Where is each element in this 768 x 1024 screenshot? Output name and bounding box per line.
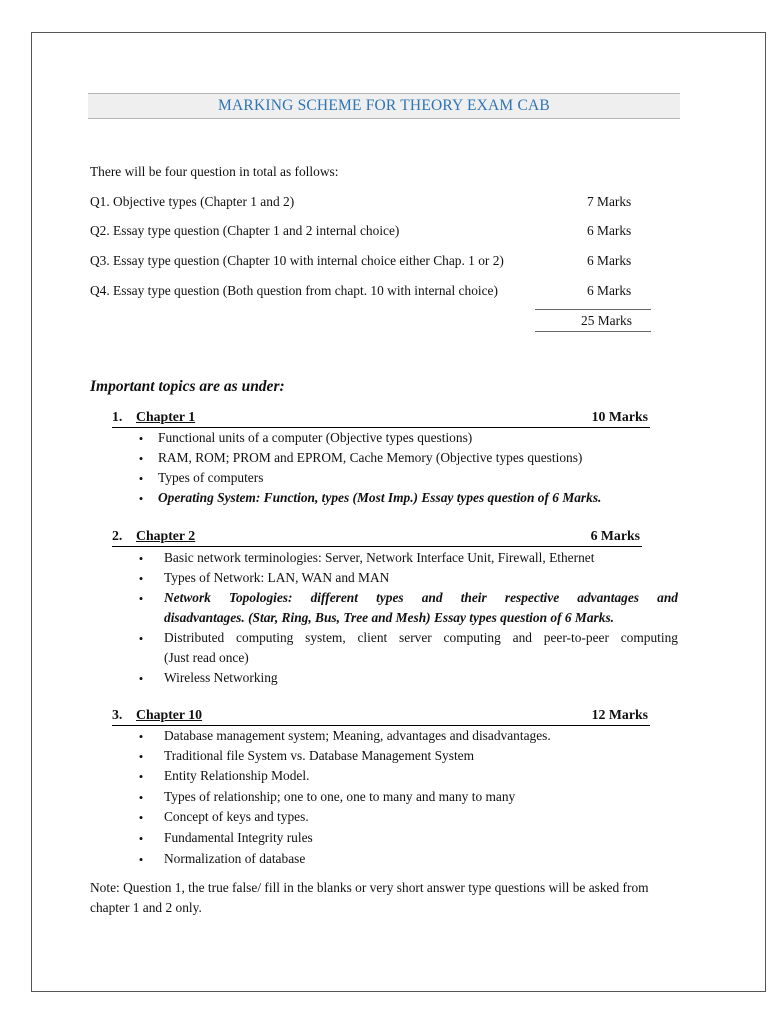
bullet-icon: • bbox=[138, 571, 144, 586]
bullet-icon: • bbox=[138, 631, 144, 646]
total-rule-top bbox=[535, 309, 651, 310]
chapter-10-item-1: Database management system; Meaning, advantages and disadvantages. bbox=[164, 728, 551, 743]
chapter-10-name: Chapter 10 bbox=[136, 707, 203, 722]
question-4: Q4. Essay type question (Both question from chapt. 10 with internal choice) bbox=[90, 283, 498, 298]
bullet-icon: • bbox=[138, 451, 144, 466]
question-3-marks: 6 Marks bbox=[587, 253, 632, 268]
chapter-2-item-4-line-2: (Just read once) bbox=[164, 650, 249, 665]
chapter-2-item-3-line-1: Network Topologies: different types and their respective advantages and bbox=[164, 590, 678, 605]
chapter-2-item-5: Wireless Networking bbox=[164, 670, 278, 685]
bullet-icon: • bbox=[138, 491, 144, 506]
bullet-icon: • bbox=[138, 551, 144, 566]
question-1: Q1. Objective types (Chapter 1 and 2) bbox=[90, 194, 295, 209]
chapter-10-marks: 12 Marks bbox=[591, 707, 648, 722]
chapter-10-item-3: Entity Relationship Model. bbox=[164, 768, 310, 783]
chapter-2-item-2: Types of Network: LAN, WAN and MAN bbox=[164, 570, 390, 585]
chapter-2-header bbox=[112, 528, 642, 547]
question-2: Q2. Essay type question (Chapter 1 and 2 internal choice) bbox=[90, 223, 400, 238]
chapter-2-item-1: Basic network terminologies: Server, Network Interface Unit, Firewall, Ethernet bbox=[164, 550, 595, 565]
chapter-10-number: 3. bbox=[112, 707, 123, 722]
bullet-icon: • bbox=[138, 790, 144, 805]
bullet-icon: • bbox=[138, 831, 144, 846]
chapter-1-item-4: Operating System: Function, types (Most Imp.) Essay types question of 6 Marks. bbox=[158, 490, 602, 505]
chapter-2-marks: 6 Marks bbox=[590, 528, 640, 543]
chapter-1-item-2: RAM, ROM; PROM and EPROM, Cache Memory (Objective types questions) bbox=[158, 450, 583, 465]
chapter-2-item-3-line-2: disadvantages. (Star, Ring, Bus, Tree and Mesh) Essay types question of 6 Marks. bbox=[164, 610, 614, 625]
chapter-1-item-1: Functional units of a computer (Objective types questions) bbox=[158, 430, 473, 445]
bullet-icon: • bbox=[138, 671, 144, 686]
bullet-icon: • bbox=[138, 852, 144, 867]
chapter-1-header bbox=[112, 409, 650, 428]
question-2-marks: 6 Marks bbox=[587, 223, 632, 238]
chapter-2-item-4-line-1: Distributed computing system, client server computing and peer-to-peer computing bbox=[164, 630, 678, 645]
question-4-marks: 6 Marks bbox=[587, 283, 632, 298]
chapter-10-item-6: Fundamental Integrity rules bbox=[164, 830, 313, 845]
chapter-1-marks: 10 Marks bbox=[591, 409, 648, 424]
total-rule-bottom bbox=[535, 331, 651, 332]
chapter-1-item-3: Types of computers bbox=[158, 470, 264, 485]
chapter-2-number: 2. bbox=[112, 528, 123, 543]
bullet-icon: • bbox=[138, 729, 144, 744]
question-1-marks: 7 Marks bbox=[587, 194, 632, 209]
chapter-1-name: Chapter 1 bbox=[136, 409, 196, 424]
chapter-2-name: Chapter 2 bbox=[136, 528, 196, 543]
note-text: Note: Question 1, the true false/ fill in the blanks or very short answer type questions will be asked from chapter 1 and 2 only. bbox=[90, 880, 649, 915]
total-marks: 25 Marks bbox=[581, 313, 632, 328]
topics-heading: Important topics are as under: bbox=[90, 378, 285, 395]
chapter-10-item-5: Concept of keys and types. bbox=[164, 809, 309, 824]
bullet-icon: • bbox=[138, 810, 144, 825]
question-3: Q3. Essay type question (Chapter 10 with internal choice either Chap. 1 or 2) bbox=[90, 253, 504, 268]
bullet-icon: • bbox=[138, 471, 144, 486]
bullet-icon: • bbox=[138, 591, 144, 606]
chapter-10-header bbox=[112, 707, 650, 726]
bullet-icon: • bbox=[138, 431, 144, 446]
document-title: MARKING SCHEME FOR THEORY EXAM CAB bbox=[88, 93, 680, 119]
bullet-icon: • bbox=[138, 769, 144, 784]
chapter-10-item-7: Normalization of database bbox=[164, 851, 306, 866]
chapter-1-number: 1. bbox=[112, 409, 123, 424]
bullet-icon: • bbox=[138, 749, 144, 764]
chapter-10-item-2: Traditional file System vs. Database Management System bbox=[164, 748, 475, 763]
intro-text: There will be four question in total as follows: bbox=[90, 164, 339, 179]
chapter-10-item-4: Types of relationship; one to one, one to many and many to many bbox=[164, 789, 516, 804]
